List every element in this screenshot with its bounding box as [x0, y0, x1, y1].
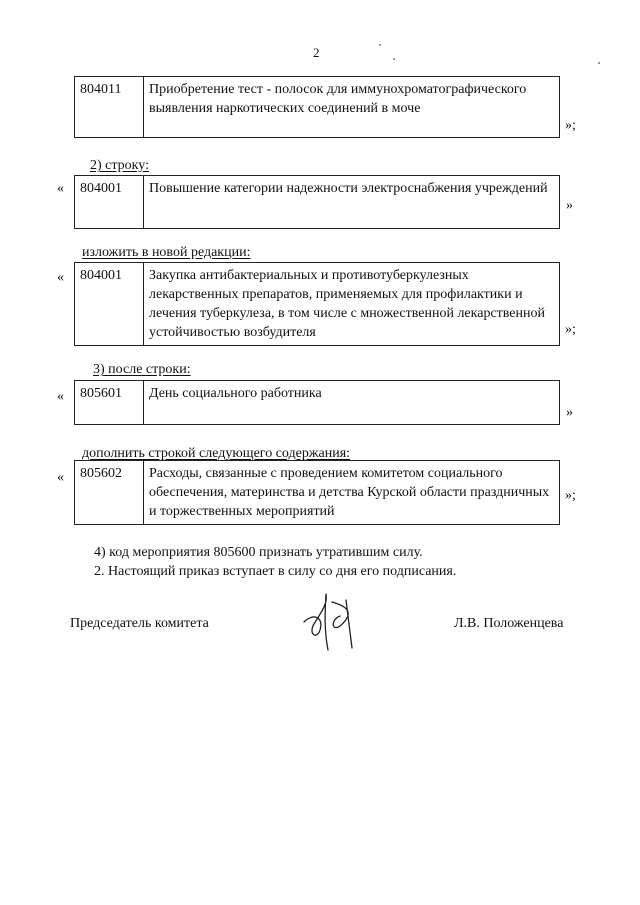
code-table-804001-old: [74, 175, 560, 229]
scan-speck: [393, 58, 395, 60]
closing-quote: »;: [565, 118, 576, 133]
handwritten-signature: [296, 590, 366, 652]
label-add: дополнить строкой следующего содержания:: [82, 446, 351, 461]
opening-quote: «: [57, 470, 64, 485]
code-cell: 805602: [75, 461, 144, 525]
code-table-805601: [74, 380, 560, 425]
code-table-804001-new: [74, 262, 560, 346]
final-clause-text: 2. Настоящий приказ вступает в силу со дня его подписания.: [94, 564, 457, 579]
opening-quote: «: [57, 389, 64, 404]
label-row-3: 3) после строки:: [93, 362, 191, 377]
code-cell: 804001: [75, 176, 144, 229]
description-cell: Приобретение тест - полосок для иммунохроматографического выявления наркотических соединений в моче: [144, 77, 560, 138]
closing-quote: »;: [565, 322, 576, 337]
opening-quote: «: [57, 270, 64, 285]
description-cell: Расходы, связанные с проведением комитетом социального обеспечения, материнства и детства Курской области праздничных и торжественных мероприятий: [144, 461, 560, 525]
description-cell: Закупка антибактериальных и противотуберкулезных лекарственных препаратов, применяемых для профилактики и лечения туберкулеза, в том числе с множественной лекарственной устойчивостью возбудителя: [144, 263, 560, 346]
label-replace: изложить в новой редакции:: [82, 245, 251, 260]
description-cell: День социального работника: [144, 381, 560, 425]
code-table-804011: [74, 76, 560, 138]
scan-speck: [379, 44, 381, 46]
opening-quote: «: [57, 181, 64, 196]
description-cell: Повышение категории надежности электроснабжения учреждений: [144, 176, 560, 229]
closing-quote: »;: [565, 488, 576, 503]
code-table-805602: [74, 460, 560, 525]
closing-quote: »: [566, 198, 573, 213]
signatory-name: Л.В. Положенцева: [454, 616, 564, 631]
closing-quote: »: [566, 405, 573, 420]
code-cell: 804011: [75, 77, 144, 138]
code-cell: 805601: [75, 381, 144, 425]
page-number: 2: [313, 45, 320, 60]
code-cell: 804001: [75, 263, 144, 346]
scan-speck: [598, 62, 600, 64]
signatory-position: Председатель комитета: [70, 616, 209, 631]
item-4-text: 4) код мероприятия 805600 признать утратившим силу.: [94, 545, 423, 560]
label-row-2: 2) строку:: [90, 158, 149, 173]
